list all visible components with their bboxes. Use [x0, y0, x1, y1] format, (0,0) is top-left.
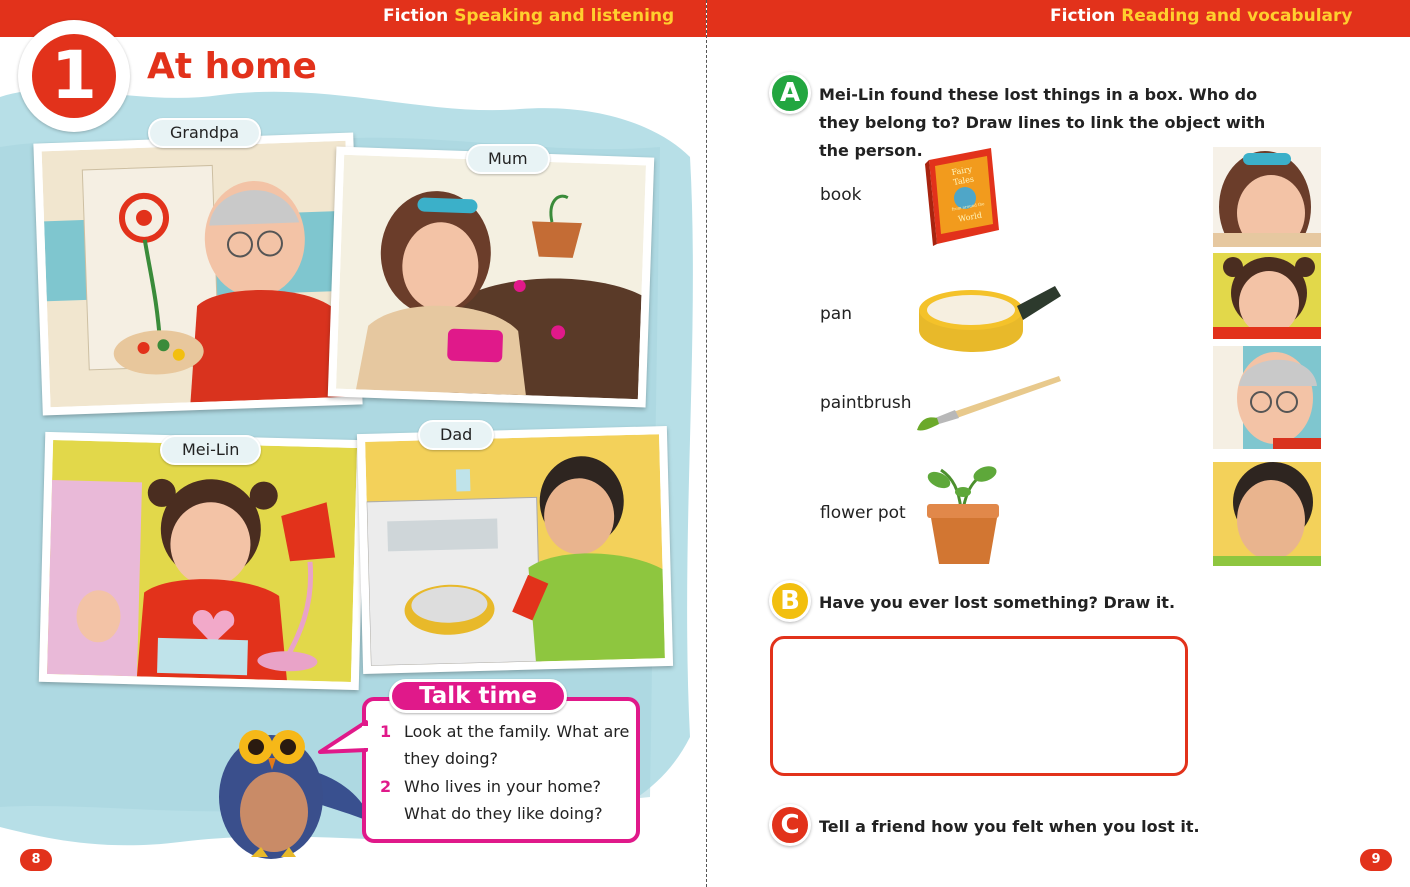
- mei-lin-face-illustration: [1213, 253, 1321, 339]
- dad-photo: [357, 426, 673, 674]
- unit-number: 1: [32, 34, 116, 118]
- dad-name-tag: Dad: [418, 420, 494, 450]
- word-pan: pan: [820, 304, 852, 324]
- drawing-box[interactable]: [770, 636, 1188, 776]
- unit-number-badge: [18, 20, 130, 132]
- face-grandpa: [1213, 346, 1321, 449]
- paintbrush-image: [913, 372, 1063, 434]
- right-header-band: [707, 0, 1410, 37]
- book-image: [923, 146, 1003, 246]
- activity-b-badge: B: [769, 580, 811, 622]
- face-mei-lin: [1213, 253, 1321, 339]
- right-page: [707, 0, 1410, 887]
- left-page-number: 8: [20, 849, 52, 871]
- left-header-text: [383, 6, 674, 26]
- word-paintbrush: paintbrush: [820, 393, 912, 413]
- face-mum: [1213, 147, 1321, 247]
- talk-item-1: [380, 718, 630, 772]
- speech-pointer: [318, 720, 368, 760]
- word-book: book: [820, 185, 862, 205]
- grandpa-name-tag: Grandpa: [148, 118, 261, 148]
- grandpa-painting-illustration: [42, 141, 355, 407]
- grandpa-photo: [33, 132, 362, 415]
- flower-pot-image: [923, 460, 1003, 570]
- activity-a-badge: A: [769, 72, 811, 114]
- talk-item-2-number: 2: [380, 777, 392, 796]
- mum-photo: [328, 147, 655, 408]
- talk-item-1-text: Look at the family. What are they doing?: [404, 722, 630, 768]
- book-cover-title: Fairy Tales: [950, 164, 975, 187]
- pan-image: [913, 278, 1063, 356]
- face-dad: [1213, 462, 1321, 566]
- mei-lin-photo: [39, 432, 365, 690]
- activity-b-instruction: Have you ever lost something? Draw it.: [819, 593, 1176, 612]
- talk-item-2-text: Who lives in your home? What do they like doing?: [404, 777, 603, 823]
- mum-name-tag: Mum: [466, 144, 550, 174]
- mei-lin-name-tag: Mei-Lin: [160, 435, 261, 465]
- activity-c-badge: C: [769, 804, 811, 846]
- mum-face-illustration: [1213, 147, 1321, 247]
- right-header-label: Fiction: [1050, 6, 1116, 26]
- word-flower-pot: flower pot: [820, 503, 906, 523]
- grandpa-face-illustration: [1213, 346, 1321, 449]
- dad-cooking-illustration: [365, 434, 665, 666]
- book-cover-world: World: [957, 210, 983, 224]
- left-header-section: Speaking and listening: [454, 6, 675, 26]
- right-page-number: 9: [1360, 849, 1392, 871]
- right-header-text: [1050, 6, 1352, 26]
- mum-gardening-illustration: [336, 155, 646, 399]
- activity-c-instruction: Tell a friend how you felt when you lost it.: [819, 817, 1200, 836]
- mei-lin-reading-illustration: [47, 440, 357, 682]
- talk-item-2: [380, 773, 630, 827]
- talk-time-title: Talk time: [389, 679, 567, 713]
- book-cover-subtitle: from around the: [951, 200, 985, 212]
- activity-a-instruction: Mei-Lin found these lost things in a box. Who do they belong to? Draw lines to link the object with the person.: [819, 85, 1266, 160]
- right-header-section: Reading and vocabulary: [1121, 6, 1353, 26]
- talk-item-1-number: 1: [380, 722, 392, 741]
- left-header-label: Fiction: [383, 6, 449, 26]
- unit-title: At home: [147, 46, 317, 87]
- dad-face-illustration: [1213, 462, 1321, 566]
